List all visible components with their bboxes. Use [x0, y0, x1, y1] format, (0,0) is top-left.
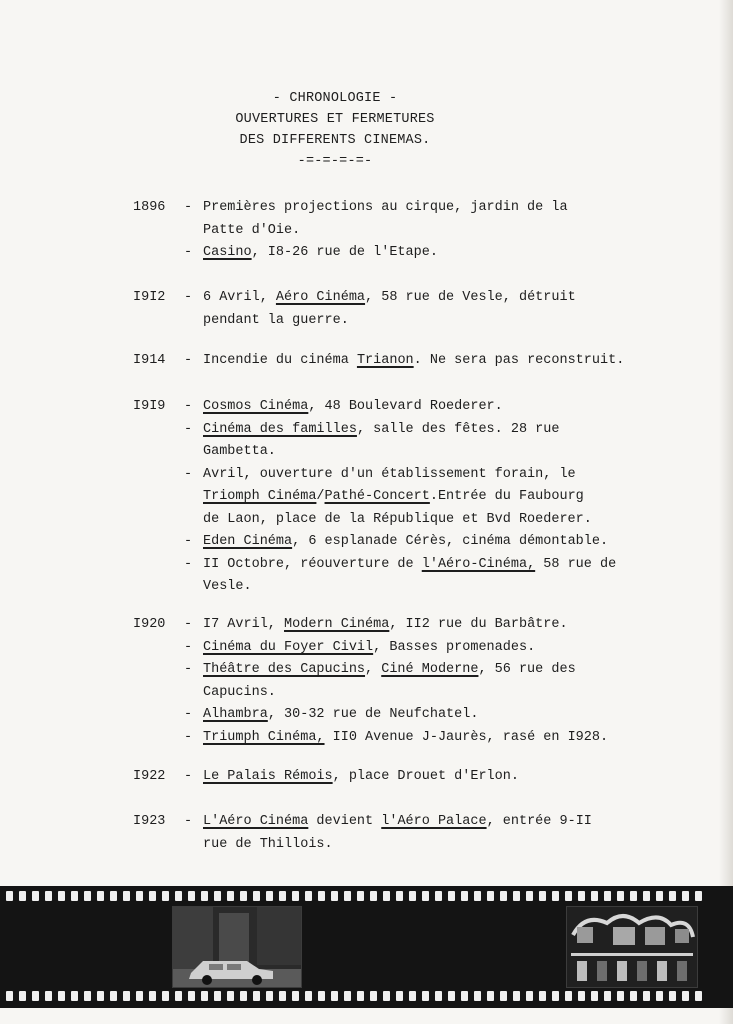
film-perforation [409, 891, 416, 901]
year-label: I914 [133, 353, 166, 368]
film-perforation [526, 891, 533, 901]
cinema-name: Ciné Moderne [381, 662, 479, 677]
film-perforation [175, 991, 182, 1001]
cinema-name: Alhambra [203, 707, 268, 722]
film-perforation [240, 891, 247, 901]
list-item: - Cinéma des familles, salle des fêtes. 28 rue Gambetta. [184, 421, 560, 459]
film-perforation [396, 991, 403, 1001]
film-perforation [656, 891, 663, 901]
film-perforation [643, 991, 650, 1001]
film-perforation [110, 891, 117, 901]
film-perforation [669, 991, 676, 1001]
film-perforation [305, 991, 312, 1001]
film-perforation [253, 891, 260, 901]
list-item: - Avril, ouverture d'un établissement forain, le Triomph Cinéma/Pathé-Concert.Entrée du Faubourg de Laon, place de la République et Bvd Roederer. [184, 466, 592, 527]
film-perforation [32, 991, 39, 1001]
list-item: - Premières projections au cirque, jardin de la Patte d'Oie. [184, 200, 568, 238]
film-perforation [6, 991, 13, 1001]
cinema-name: Cosmos Cinéma [203, 399, 309, 414]
film-perforation [578, 891, 585, 901]
film-perforation [175, 891, 182, 901]
film-perforation [578, 991, 585, 1001]
film-perforation [500, 891, 507, 901]
film-perforation [214, 891, 221, 901]
film-perforation [331, 891, 338, 901]
list-item: - Le Palais Rémois, place Drouet d'Erlon. [184, 769, 519, 784]
film-perforations-bottom [6, 991, 706, 1003]
film-perforation [240, 991, 247, 1001]
year-label: I923 [133, 814, 166, 829]
film-perforation [32, 891, 39, 901]
entry-1919 [133, 396, 693, 599]
year-label: I9I9 [133, 399, 166, 414]
film-perforation [630, 991, 637, 1001]
title-chronologie: - CHRONOLOGIE - [272, 91, 398, 106]
film-perforation [643, 891, 650, 901]
film-perforation [71, 991, 78, 1001]
title-ouvertures: OUVERTURES ET FERMETURES [235, 112, 435, 127]
film-perforation [123, 991, 130, 1001]
film-perforation [604, 991, 611, 1001]
year-label: 1896 [133, 200, 166, 215]
film-perforation [97, 891, 104, 901]
film-perforation [45, 891, 52, 901]
film-perforation [266, 891, 273, 901]
film-perforation [474, 991, 481, 1001]
cinema-name: Cinéma des familles [203, 421, 357, 437]
title-separator: -=-=-=-=- [297, 154, 373, 169]
entry-1914 [133, 350, 693, 373]
film-perforation [71, 891, 78, 901]
entry-1923 [133, 811, 693, 856]
film-perforation [201, 991, 208, 1001]
film-perforation [552, 991, 559, 1001]
film-perforation [344, 891, 351, 901]
film-perforation [162, 891, 169, 901]
film-perforation [45, 991, 52, 1001]
entry-1920 [133, 614, 693, 749]
film-perforation [357, 891, 364, 901]
list-item: - Alhambra, 30-32 rue de Neufchatel. [184, 707, 479, 722]
film-perforation [214, 991, 221, 1001]
page-edge [719, 0, 733, 1024]
film-perforation [136, 891, 143, 901]
film-perforation [409, 991, 416, 1001]
list-item: - 6 Avril, Aéro Cinéma, 58 rue de Vesle, détruit pendant la guerre. [184, 290, 576, 328]
film-frame-street-photo [172, 906, 302, 988]
film-perforation [591, 891, 598, 901]
cinema-name: Le Palais Rémois [203, 769, 333, 784]
film-perforation [695, 891, 702, 901]
film-perforation [97, 991, 104, 1001]
film-perforation [539, 991, 546, 1001]
film-perforation [318, 891, 325, 901]
film-perforation [487, 991, 494, 1001]
film-perforation [292, 891, 299, 901]
film-perforation [279, 991, 286, 1001]
film-perforation [513, 891, 520, 901]
cinema-name: Triomph Cinéma [203, 489, 317, 504]
film-perforation [331, 991, 338, 1001]
film-perforation [526, 991, 533, 1001]
film-perforation [422, 891, 429, 901]
list-item: - II Octobre, réouverture de l'Aéro-Cinéma, 58 rue de Vesle. [184, 556, 617, 594]
film-perforation [84, 891, 91, 901]
film-perforation [292, 991, 299, 1001]
film-perforation [279, 891, 286, 901]
film-perforation [370, 891, 377, 901]
entry-1922 [133, 766, 693, 789]
film-perforation [370, 991, 377, 1001]
film-perforation [110, 991, 117, 1001]
film-perforation [227, 991, 234, 1001]
title-cinemas: DES DIFFERENTS CINEMAS. [239, 133, 431, 148]
film-perforation [396, 891, 403, 901]
film-strip [0, 886, 733, 1008]
document-title [200, 88, 470, 172]
film-perforation [461, 891, 468, 901]
list-item: - Triumph Cinéma, II0 Avenue J-Jaurès, rasé en I928. [184, 729, 609, 745]
cinema-name: Trianon [356, 353, 414, 368]
cinema-name: Casino [203, 245, 252, 260]
film-perforation [513, 991, 520, 1001]
film-perforation [539, 891, 546, 901]
film-perforation [383, 991, 390, 1001]
film-perforation [149, 891, 156, 901]
entry-1896 [133, 197, 693, 265]
film-perforation [162, 991, 169, 1001]
cinema-name: Eden Cinéma [203, 534, 293, 549]
cinema-name: Triumph Cinéma, [203, 729, 325, 745]
film-perforation [669, 891, 676, 901]
film-perforation [84, 991, 91, 1001]
cinema-name: Théâtre des Capucins [203, 662, 366, 677]
film-perforation [58, 891, 65, 901]
film-perforation [201, 891, 208, 901]
cinema-name: Modern Cinéma [284, 617, 390, 632]
film-perforation [19, 891, 26, 901]
year-label: I9I2 [133, 290, 166, 305]
film-perforation [58, 991, 65, 1001]
film-perforation [695, 991, 702, 1001]
film-perforation [682, 991, 689, 1001]
list-item: - I7 Avril, Modern Cinéma, II2 rue du Barbâtre. [184, 617, 568, 632]
film-perforation [357, 991, 364, 1001]
year-label: I920 [133, 617, 166, 632]
film-perforation [682, 891, 689, 901]
film-perforation [435, 991, 442, 1001]
film-perforation [383, 891, 390, 901]
list-item: - Eden Cinéma, 6 esplanade Cérès, cinéma démontable. [184, 534, 609, 549]
film-perforation [422, 991, 429, 1001]
cinema-name: Pathé-Concert [324, 489, 430, 504]
film-perforation [448, 891, 455, 901]
list-item: - Incendie du cinéma Trianon. Ne sera pas reconstruit. [184, 353, 625, 368]
cinema-name: Cinéma du Foyer Civil [203, 639, 374, 655]
film-perforation [500, 991, 507, 1001]
film-perforation [344, 991, 351, 1001]
film-perforation [591, 991, 598, 1001]
film-perforation [227, 891, 234, 901]
film-perforation [19, 991, 26, 1001]
film-perforation [565, 891, 572, 901]
film-frame-cinema-facade [566, 906, 698, 988]
film-perforation [474, 891, 481, 901]
film-perforation [305, 891, 312, 901]
film-perforation [552, 891, 559, 901]
film-perforation [448, 991, 455, 1001]
cinema-name: l'Aéro Palace [381, 814, 487, 829]
film-perforation [630, 891, 637, 901]
film-perforation [435, 891, 442, 901]
film-perforation [149, 991, 156, 1001]
list-item: - Cosmos Cinéma, 48 Boulevard Roederer. [184, 399, 503, 414]
year-label: I922 [133, 769, 166, 784]
film-perforation [188, 891, 195, 901]
cinema-name: l'Aéro-Cinéma, [421, 556, 536, 572]
entry-1912 [133, 287, 693, 332]
cinema-name: L'Aéro Cinéma [203, 814, 309, 829]
film-perforation [461, 991, 468, 1001]
film-perforation [318, 991, 325, 1001]
film-perforation [136, 991, 143, 1001]
film-perforation [617, 891, 624, 901]
film-perforation [266, 991, 273, 1001]
film-perforation [565, 991, 572, 1001]
film-perforations-top [6, 891, 706, 903]
film-perforation [604, 891, 611, 901]
film-perforation [188, 991, 195, 1001]
list-item: - Théâtre des Capucins, Ciné Moderne, 56 rue des Capucins. [184, 662, 576, 700]
cinema-name: Aéro Cinéma [275, 290, 366, 305]
list-item: - Casino, I8-26 rue de l'Etape. [184, 245, 438, 260]
list-item: - L'Aéro Cinéma devient l'Aéro Palace, entrée 9-II rue de Thillois. [184, 814, 592, 852]
film-perforation [656, 991, 663, 1001]
film-perforation [253, 991, 260, 1001]
film-perforation [617, 991, 624, 1001]
film-perforation [123, 891, 130, 901]
film-perforation [487, 891, 494, 901]
list-item: - Cinéma du Foyer Civil, Basses promenades. [184, 639, 536, 655]
film-perforation [6, 891, 13, 901]
